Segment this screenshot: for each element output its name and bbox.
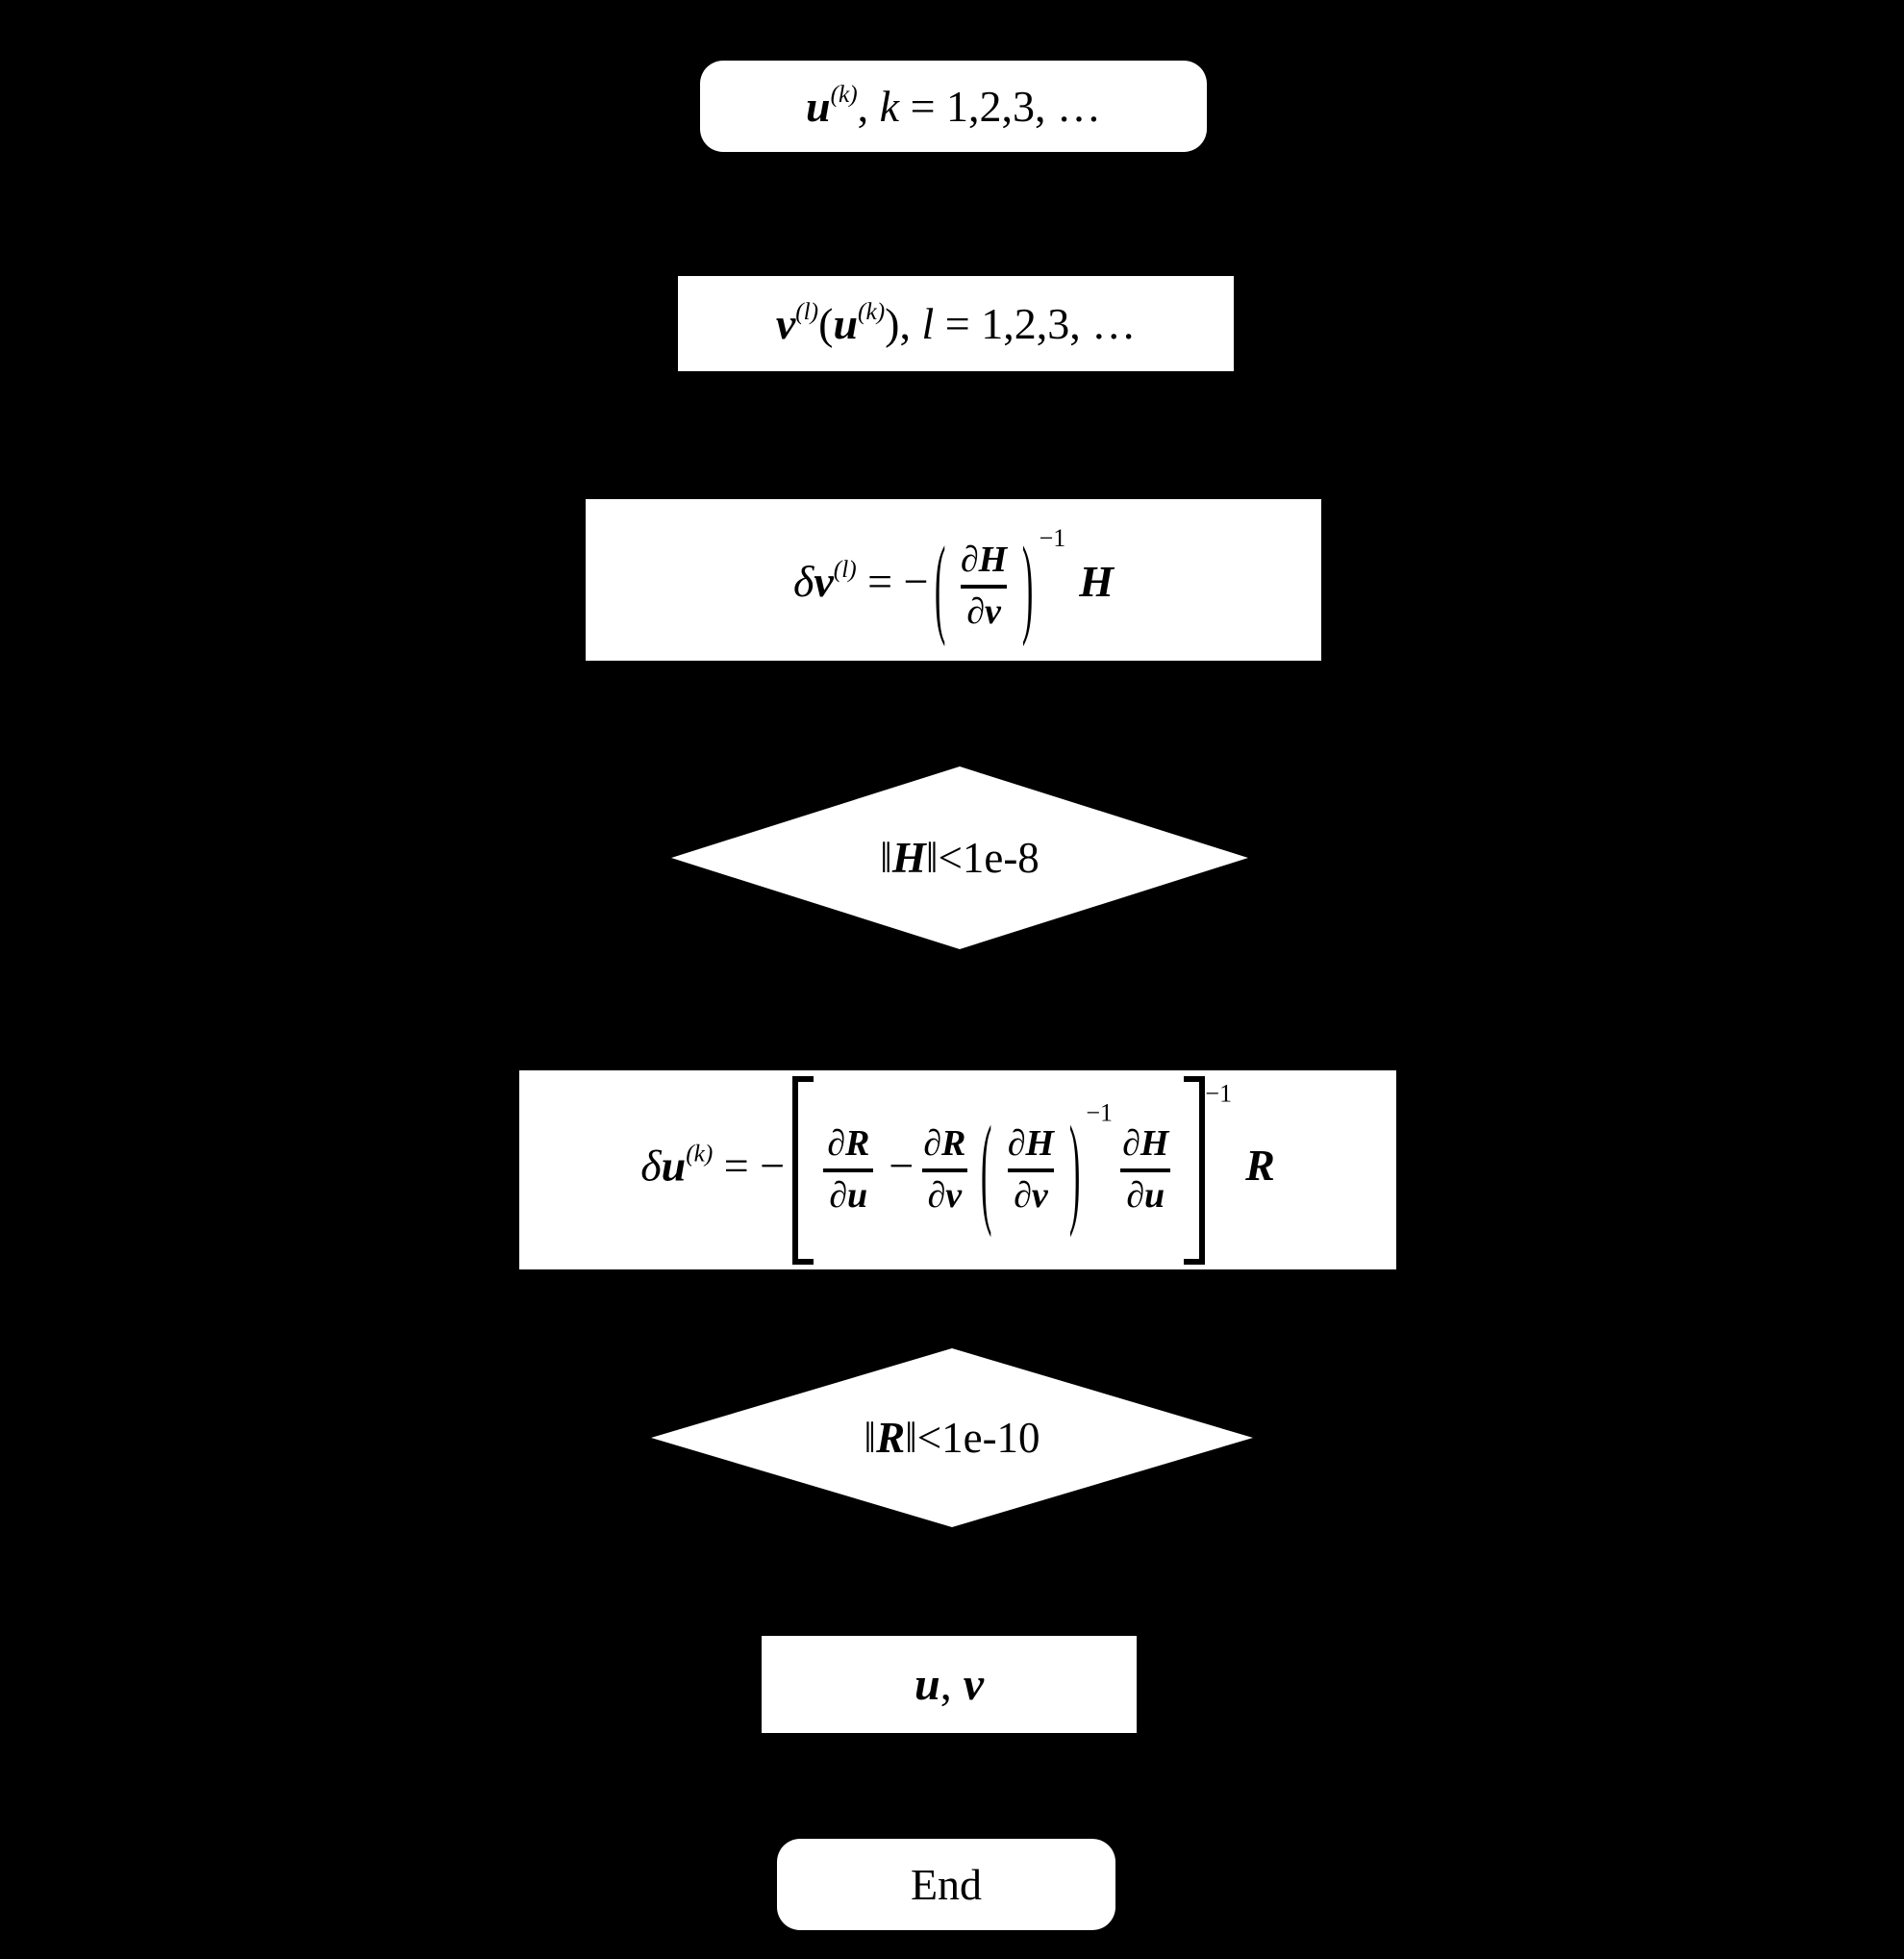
math-rel: = [899, 82, 947, 132]
process-node-result [762, 1636, 1137, 1733]
fraction-numerator: ∂R [827, 1122, 870, 1164]
start-node [700, 61, 1207, 152]
process-node-inner-update [586, 499, 1321, 661]
math-var: v [963, 1658, 984, 1710]
math-minus: − [889, 1141, 914, 1191]
math-sup: (l) [795, 298, 819, 326]
fraction-numerator: ∂H [1122, 1122, 1169, 1164]
condition-text: <1e-8 [938, 833, 1040, 882]
fraction-denominator: ∂v [1008, 1168, 1054, 1218]
fraction-denominator: ∂v [961, 585, 1007, 634]
fraction [1002, 1123, 1060, 1217]
math-sup: (l) [833, 556, 857, 584]
fraction-numerator: ∂R [923, 1122, 966, 1164]
exponent: −1 [1086, 1098, 1114, 1127]
math-eq: = − [856, 557, 929, 607]
math-var: H [891, 833, 926, 882]
norm-open: ‖ [880, 833, 892, 882]
fraction-numerator: ∂H [1007, 1122, 1055, 1164]
condition-text: <1e-10 [916, 1413, 1040, 1462]
math-seq: 1,2,3, … [946, 82, 1102, 132]
math-seq: 1,2,3, … [981, 299, 1137, 349]
math-var: u [833, 299, 859, 349]
math-sup: (k) [686, 1139, 714, 1167]
math-var: v [775, 299, 796, 349]
math-rel: = [934, 299, 982, 349]
end-node [777, 1839, 1115, 1930]
norm-close: ‖ [905, 1413, 917, 1462]
math-var: u [661, 1141, 687, 1191]
fraction-denominator: ∂u [823, 1168, 873, 1218]
paren-open: ( [818, 299, 834, 349]
big-paren-close: ) [1068, 1099, 1081, 1238]
left-bracket [792, 1076, 814, 1265]
math-sep: , [899, 299, 922, 349]
math-sep: , [939, 1658, 964, 1710]
fraction [821, 1123, 875, 1217]
big-paren-open: ( [934, 523, 945, 647]
math-var: H [1079, 557, 1115, 607]
decision-node-outer-convergence [651, 1348, 1253, 1527]
exponent: −1 [1039, 524, 1066, 553]
big-paren-close: ) [1022, 523, 1034, 647]
math-sup: (k) [858, 298, 886, 326]
math-var: u [805, 82, 831, 132]
math-var: u [914, 1658, 940, 1710]
math-idx: l [921, 299, 935, 349]
end-label: End [910, 1859, 983, 1909]
inner-update-formula [792, 523, 1115, 647]
fraction-denominator: ∂v [922, 1168, 968, 1218]
decision-node-inner-convergence [671, 766, 1248, 949]
fraction [917, 1123, 971, 1217]
norm-open: ‖ [864, 1413, 877, 1462]
fraction [955, 540, 1013, 633]
math-eq: = − [713, 1141, 786, 1191]
outer-update-formula [640, 1076, 1275, 1265]
math-var: v [814, 557, 834, 607]
start-formula [805, 81, 1102, 132]
math-idx: k [879, 82, 900, 132]
process-node-inner-solve [678, 276, 1234, 371]
fraction-denominator: ∂u [1120, 1168, 1170, 1218]
outer-convergence-condition [864, 1413, 1040, 1462]
math-var: R [1245, 1141, 1275, 1191]
inner-convergence-condition [880, 833, 1040, 882]
result-text [914, 1658, 984, 1710]
norm-close: ‖ [925, 833, 939, 882]
fraction [1116, 1123, 1174, 1217]
big-paren-open: ( [981, 1099, 992, 1238]
math-sup: (k) [830, 81, 858, 109]
math-sep: , [857, 82, 880, 132]
math-delta: δ [792, 557, 814, 607]
fraction-numerator: ∂H [960, 540, 1008, 581]
math-var: R [876, 1413, 906, 1462]
math-delta: δ [640, 1141, 662, 1191]
paren-close: ) [885, 299, 900, 349]
inner-solve-formula [775, 298, 1137, 349]
right-bracket [1184, 1076, 1205, 1265]
process-node-outer-update [519, 1070, 1396, 1269]
exponent: −1 [1205, 1079, 1233, 1108]
